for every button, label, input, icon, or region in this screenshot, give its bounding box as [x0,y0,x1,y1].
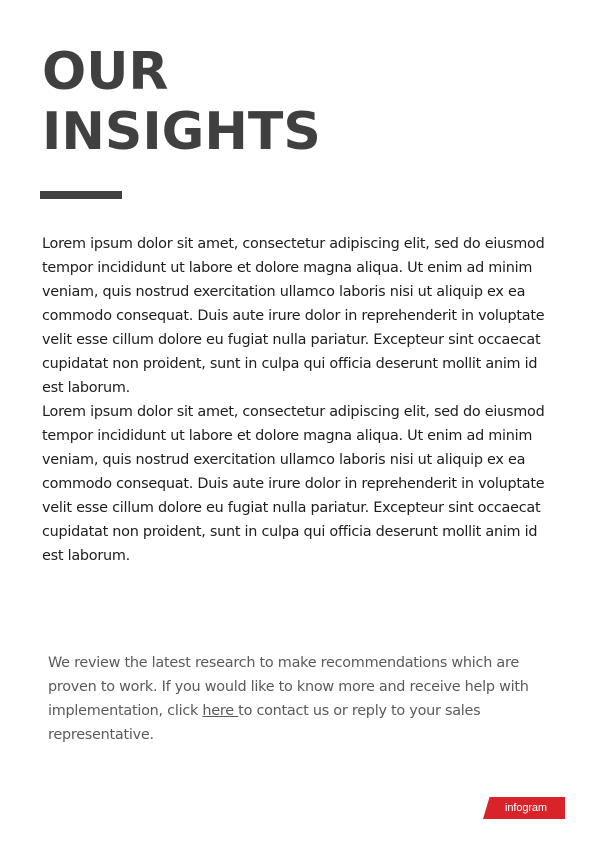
contact-link[interactable]: here [202,703,239,719]
title-line-1: OUR [42,42,169,102]
footer-text-after-link: to contact us or reply to your sales representative. [48,703,481,743]
footer-note [48,651,558,747]
logo-text: infogram [505,802,547,814]
paragraph-1: Lorem ipsum dolor sit amet, consectetur adipiscing elit, sed do eiusmod tempor incididunt ut labore et dolore magna aliqua. Ut enim ad minim veniam, quis nostrud exercitation ullamco laboris nisi ut aliquip ex ea commodo consequat. Duis aute irure dolor in reprehenderit in voluptate velit esse cillum dolore eu fugiat nulla pariatur. Excepteur sint occaecat cupidatat non proident, sunt in culpa qui officia deserunt mollit anim id est laborum. [42,236,545,396]
infogram-logo[interactable] [483,797,565,827]
body-text [42,232,562,568]
page-title [42,42,321,162]
title-underline-bar [40,191,122,199]
footer-text-before-link: We review the latest research to make recommendations which are proven to work. If you would like to know more and receive help with implementation, click [48,655,529,719]
paragraph-2: Lorem ipsum dolor sit amet, consectetur adipiscing elit, sed do eiusmod tempor incididunt ut labore et dolore magna aliqua. Ut enim ad minim veniam, quis nostrud exercitation ullamco laboris nisi ut aliquip ex ea commodo consequat. Duis aute irure dolor in reprehenderit in voluptate velit esse cillum dolore eu fugiat nulla pariatur. Excepteur sint occaecat cupidatat non proident, sunt in culpa qui officia deserunt mollit anim id est laborum. [42,404,545,564]
title-line-2: INSIGHTS [42,102,321,162]
